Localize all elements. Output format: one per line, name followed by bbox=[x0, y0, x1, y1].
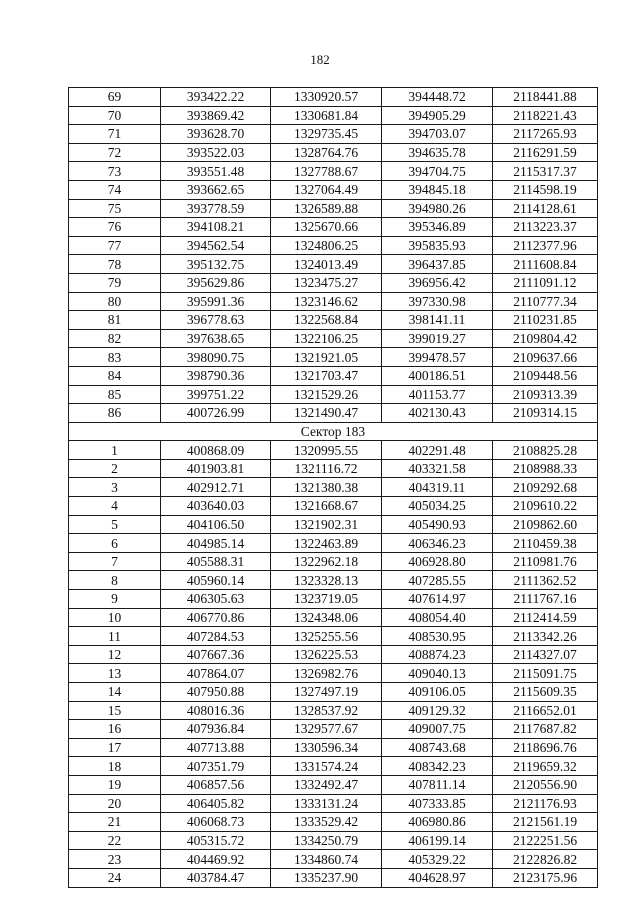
y2-cell: 2118441.88 bbox=[493, 88, 598, 107]
point-number-cell: 79 bbox=[69, 273, 161, 292]
table-row bbox=[69, 478, 598, 497]
x1-cell: 400726.99 bbox=[161, 404, 271, 423]
y1-cell: 1323475.27 bbox=[271, 273, 382, 292]
y1-cell: 1327497.19 bbox=[271, 683, 382, 702]
x2-cell: 407285.55 bbox=[382, 571, 493, 590]
x1-cell: 407351.79 bbox=[161, 757, 271, 776]
y1-cell: 1333529.42 bbox=[271, 813, 382, 832]
point-number-cell: 72 bbox=[69, 143, 161, 162]
x1-cell: 406857.56 bbox=[161, 775, 271, 794]
y1-cell: 1326225.53 bbox=[271, 645, 382, 664]
y1-cell: 1323146.62 bbox=[271, 292, 382, 311]
x2-cell: 399019.27 bbox=[382, 329, 493, 348]
x1-cell: 404985.14 bbox=[161, 534, 271, 553]
x2-cell: 403321.58 bbox=[382, 459, 493, 478]
x1-cell: 407864.07 bbox=[161, 664, 271, 683]
y1-cell: 1322106.25 bbox=[271, 329, 382, 348]
y1-cell: 1332492.47 bbox=[271, 775, 382, 794]
y2-cell: 2109292.68 bbox=[493, 478, 598, 497]
y1-cell: 1328537.92 bbox=[271, 701, 382, 720]
x1-cell: 394108.21 bbox=[161, 218, 271, 237]
y2-cell: 2110777.34 bbox=[493, 292, 598, 311]
table-row bbox=[69, 813, 598, 832]
point-number-cell: 11 bbox=[69, 627, 161, 646]
y2-cell: 2122826.82 bbox=[493, 850, 598, 869]
point-number-cell: 13 bbox=[69, 664, 161, 683]
x2-cell: 394905.29 bbox=[382, 106, 493, 125]
point-number-cell: 1 bbox=[69, 441, 161, 460]
x2-cell: 409129.32 bbox=[382, 701, 493, 720]
point-number-cell: 4 bbox=[69, 497, 161, 516]
x2-cell: 394635.78 bbox=[382, 143, 493, 162]
x2-cell: 407614.97 bbox=[382, 590, 493, 609]
y1-cell: 1321668.67 bbox=[271, 497, 382, 516]
y2-cell: 2109314.15 bbox=[493, 404, 598, 423]
y2-cell: 2116291.59 bbox=[493, 143, 598, 162]
x2-cell: 404628.97 bbox=[382, 868, 493, 887]
x2-cell: 394703.07 bbox=[382, 125, 493, 144]
table-row bbox=[69, 273, 598, 292]
y2-cell: 2111362.52 bbox=[493, 571, 598, 590]
x1-cell: 397638.65 bbox=[161, 329, 271, 348]
y2-cell: 2118696.76 bbox=[493, 738, 598, 757]
y2-cell: 2110231.85 bbox=[493, 311, 598, 330]
x1-cell: 406770.86 bbox=[161, 608, 271, 627]
table-row bbox=[69, 831, 598, 850]
y1-cell: 1334250.79 bbox=[271, 831, 382, 850]
x2-cell: 394980.26 bbox=[382, 199, 493, 218]
table-row bbox=[69, 88, 598, 107]
table-row bbox=[69, 441, 598, 460]
point-number-cell: 73 bbox=[69, 162, 161, 181]
point-number-cell: 74 bbox=[69, 180, 161, 199]
y2-cell: 2120556.90 bbox=[493, 775, 598, 794]
point-number-cell: 71 bbox=[69, 125, 161, 144]
x1-cell: 405315.72 bbox=[161, 831, 271, 850]
table-row bbox=[69, 627, 598, 646]
y1-cell: 1324013.49 bbox=[271, 255, 382, 274]
y2-cell: 2108988.33 bbox=[493, 459, 598, 478]
x1-cell: 404469.92 bbox=[161, 850, 271, 869]
table-row bbox=[69, 180, 598, 199]
y1-cell: 1327788.67 bbox=[271, 162, 382, 181]
x1-cell: 395991.36 bbox=[161, 292, 271, 311]
y2-cell: 2114128.61 bbox=[493, 199, 598, 218]
table-row bbox=[69, 497, 598, 516]
x2-cell: 408530.95 bbox=[382, 627, 493, 646]
table-row bbox=[69, 645, 598, 664]
point-number-cell: 15 bbox=[69, 701, 161, 720]
point-number-cell: 81 bbox=[69, 311, 161, 330]
x2-cell: 406980.86 bbox=[382, 813, 493, 832]
table-row bbox=[69, 720, 598, 739]
x1-cell: 393869.42 bbox=[161, 106, 271, 125]
y2-cell: 2109610.22 bbox=[493, 497, 598, 516]
y2-cell: 2115609.35 bbox=[493, 683, 598, 702]
table-row bbox=[69, 311, 598, 330]
y1-cell: 1321703.47 bbox=[271, 366, 382, 385]
x1-cell: 393628.70 bbox=[161, 125, 271, 144]
point-number-cell: 78 bbox=[69, 255, 161, 274]
point-number-cell: 76 bbox=[69, 218, 161, 237]
point-number-cell: 8 bbox=[69, 571, 161, 590]
x2-cell: 408743.68 bbox=[382, 738, 493, 757]
y2-cell: 2115317.37 bbox=[493, 162, 598, 181]
point-number-cell: 85 bbox=[69, 385, 161, 404]
y1-cell: 1320995.55 bbox=[271, 441, 382, 460]
y2-cell: 2118221.43 bbox=[493, 106, 598, 125]
table-row bbox=[69, 366, 598, 385]
y1-cell: 1321116.72 bbox=[271, 459, 382, 478]
table-row bbox=[69, 329, 598, 348]
y2-cell: 2116652.01 bbox=[493, 701, 598, 720]
point-number-cell: 17 bbox=[69, 738, 161, 757]
y2-cell: 2108825.28 bbox=[493, 441, 598, 460]
y1-cell: 1329735.45 bbox=[271, 125, 382, 144]
x1-cell: 394562.54 bbox=[161, 236, 271, 255]
table-row bbox=[69, 218, 598, 237]
y1-cell: 1323328.13 bbox=[271, 571, 382, 590]
point-number-cell: 70 bbox=[69, 106, 161, 125]
point-number-cell: 69 bbox=[69, 88, 161, 107]
x1-cell: 403640.03 bbox=[161, 497, 271, 516]
table-row bbox=[69, 292, 598, 311]
y1-cell: 1329577.67 bbox=[271, 720, 382, 739]
table-row bbox=[69, 143, 598, 162]
x1-cell: 404106.50 bbox=[161, 515, 271, 534]
x2-cell: 406928.80 bbox=[382, 552, 493, 571]
x1-cell: 402912.71 bbox=[161, 478, 271, 497]
y1-cell: 1330681.84 bbox=[271, 106, 382, 125]
x2-cell: 407333.85 bbox=[382, 794, 493, 813]
x1-cell: 396778.63 bbox=[161, 311, 271, 330]
y1-cell: 1321921.05 bbox=[271, 348, 382, 367]
table-row bbox=[69, 552, 598, 571]
x1-cell: 393662.65 bbox=[161, 180, 271, 199]
x2-cell: 396956.42 bbox=[382, 273, 493, 292]
table-row bbox=[69, 404, 598, 423]
x2-cell: 399478.57 bbox=[382, 348, 493, 367]
x2-cell: 400186.51 bbox=[382, 366, 493, 385]
y1-cell: 1322463.89 bbox=[271, 534, 382, 553]
x2-cell: 404319.11 bbox=[382, 478, 493, 497]
point-number-cell: 7 bbox=[69, 552, 161, 571]
y2-cell: 2113223.37 bbox=[493, 218, 598, 237]
table-row bbox=[69, 701, 598, 720]
x2-cell: 394704.75 bbox=[382, 162, 493, 181]
coordinates-table-body bbox=[69, 88, 598, 888]
x2-cell: 405034.25 bbox=[382, 497, 493, 516]
point-number-cell: 84 bbox=[69, 366, 161, 385]
point-number-cell: 14 bbox=[69, 683, 161, 702]
x1-cell: 406305.63 bbox=[161, 590, 271, 609]
table-row bbox=[69, 794, 598, 813]
y1-cell: 1323719.05 bbox=[271, 590, 382, 609]
point-number-cell: 9 bbox=[69, 590, 161, 609]
table-row bbox=[69, 868, 598, 887]
x2-cell: 409040.13 bbox=[382, 664, 493, 683]
x1-cell: 407667.36 bbox=[161, 645, 271, 664]
y1-cell: 1331574.24 bbox=[271, 757, 382, 776]
point-number-cell: 77 bbox=[69, 236, 161, 255]
sector-heading: Сектор 183 bbox=[69, 422, 598, 441]
x2-cell: 396437.85 bbox=[382, 255, 493, 274]
table-row bbox=[69, 738, 598, 757]
table-row bbox=[69, 757, 598, 776]
table-row bbox=[69, 162, 598, 181]
y2-cell: 2111608.84 bbox=[493, 255, 598, 274]
y1-cell: 1321380.38 bbox=[271, 478, 382, 497]
table-row bbox=[69, 199, 598, 218]
point-number-cell: 3 bbox=[69, 478, 161, 497]
x2-cell: 394845.18 bbox=[382, 180, 493, 199]
y2-cell: 2111091.12 bbox=[493, 273, 598, 292]
x2-cell: 406346.23 bbox=[382, 534, 493, 553]
x1-cell: 393422.22 bbox=[161, 88, 271, 107]
y1-cell: 1324806.25 bbox=[271, 236, 382, 255]
y2-cell: 2119659.32 bbox=[493, 757, 598, 776]
x1-cell: 408016.36 bbox=[161, 701, 271, 720]
x1-cell: 407950.88 bbox=[161, 683, 271, 702]
y1-cell: 1326982.76 bbox=[271, 664, 382, 683]
y2-cell: 2121176.93 bbox=[493, 794, 598, 813]
y1-cell: 1322962.18 bbox=[271, 552, 382, 571]
table-row bbox=[69, 590, 598, 609]
x1-cell: 407284.53 bbox=[161, 627, 271, 646]
y1-cell: 1321529.26 bbox=[271, 385, 382, 404]
x2-cell: 405329.22 bbox=[382, 850, 493, 869]
table-row bbox=[69, 255, 598, 274]
y1-cell: 1321902.31 bbox=[271, 515, 382, 534]
x1-cell: 393778.59 bbox=[161, 199, 271, 218]
point-number-cell: 75 bbox=[69, 199, 161, 218]
point-number-cell: 86 bbox=[69, 404, 161, 423]
x2-cell: 402291.48 bbox=[382, 441, 493, 460]
table-row bbox=[69, 459, 598, 478]
point-number-cell: 2 bbox=[69, 459, 161, 478]
y1-cell: 1326589.88 bbox=[271, 199, 382, 218]
y1-cell: 1327064.49 bbox=[271, 180, 382, 199]
x1-cell: 393522.03 bbox=[161, 143, 271, 162]
y2-cell: 2117687.82 bbox=[493, 720, 598, 739]
x2-cell: 407811.14 bbox=[382, 775, 493, 794]
x2-cell: 397330.98 bbox=[382, 292, 493, 311]
point-number-cell: 24 bbox=[69, 868, 161, 887]
y2-cell: 2112414.59 bbox=[493, 608, 598, 627]
table-row bbox=[69, 608, 598, 627]
y1-cell: 1330596.34 bbox=[271, 738, 382, 757]
x1-cell: 407936.84 bbox=[161, 720, 271, 739]
point-number-cell: 16 bbox=[69, 720, 161, 739]
table-row bbox=[69, 236, 598, 255]
point-number-cell: 10 bbox=[69, 608, 161, 627]
table-row bbox=[69, 348, 598, 367]
x1-cell: 393551.48 bbox=[161, 162, 271, 181]
y1-cell: 1330920.57 bbox=[271, 88, 382, 107]
y1-cell: 1325255.56 bbox=[271, 627, 382, 646]
x2-cell: 409106.05 bbox=[382, 683, 493, 702]
x1-cell: 405588.31 bbox=[161, 552, 271, 571]
y2-cell: 2109637.66 bbox=[493, 348, 598, 367]
y1-cell: 1325670.66 bbox=[271, 218, 382, 237]
table-row bbox=[69, 106, 598, 125]
x1-cell: 401903.81 bbox=[161, 459, 271, 478]
table-row bbox=[69, 775, 598, 794]
coordinates-table bbox=[68, 87, 598, 888]
y2-cell: 2114598.19 bbox=[493, 180, 598, 199]
point-number-cell: 83 bbox=[69, 348, 161, 367]
x2-cell: 406199.14 bbox=[382, 831, 493, 850]
page-number: 182 bbox=[310, 52, 330, 67]
x1-cell: 395132.75 bbox=[161, 255, 271, 274]
point-number-cell: 23 bbox=[69, 850, 161, 869]
point-number-cell: 6 bbox=[69, 534, 161, 553]
y2-cell: 2114327.07 bbox=[493, 645, 598, 664]
x1-cell: 406068.73 bbox=[161, 813, 271, 832]
y1-cell: 1321490.47 bbox=[271, 404, 382, 423]
y2-cell: 2110459.38 bbox=[493, 534, 598, 553]
table-row bbox=[69, 683, 598, 702]
y2-cell: 2113342.26 bbox=[493, 627, 598, 646]
y2-cell: 2115091.75 bbox=[493, 664, 598, 683]
y2-cell: 2123175.96 bbox=[493, 868, 598, 887]
y1-cell: 1333131.24 bbox=[271, 794, 382, 813]
x1-cell: 399751.22 bbox=[161, 385, 271, 404]
point-number-cell: 19 bbox=[69, 775, 161, 794]
y1-cell: 1335237.90 bbox=[271, 868, 382, 887]
point-number-cell: 21 bbox=[69, 813, 161, 832]
x1-cell: 403784.47 bbox=[161, 868, 271, 887]
y2-cell: 2109313.39 bbox=[493, 385, 598, 404]
y2-cell: 2109448.56 bbox=[493, 366, 598, 385]
x2-cell: 394448.72 bbox=[382, 88, 493, 107]
y2-cell: 2112377.96 bbox=[493, 236, 598, 255]
table-row bbox=[69, 664, 598, 683]
x2-cell: 402130.43 bbox=[382, 404, 493, 423]
y1-cell: 1334860.74 bbox=[271, 850, 382, 869]
x2-cell: 408054.40 bbox=[382, 608, 493, 627]
point-number-cell: 12 bbox=[69, 645, 161, 664]
point-number-cell: 18 bbox=[69, 757, 161, 776]
x1-cell: 406405.82 bbox=[161, 794, 271, 813]
x2-cell: 409007.75 bbox=[382, 720, 493, 739]
sector-heading-row bbox=[69, 422, 598, 441]
x2-cell: 408874.23 bbox=[382, 645, 493, 664]
table-row bbox=[69, 850, 598, 869]
y2-cell: 2109862.60 bbox=[493, 515, 598, 534]
table-row bbox=[69, 515, 598, 534]
x1-cell: 405960.14 bbox=[161, 571, 271, 590]
y1-cell: 1324348.06 bbox=[271, 608, 382, 627]
table-row bbox=[69, 385, 598, 404]
x1-cell: 407713.88 bbox=[161, 738, 271, 757]
y2-cell: 2117265.93 bbox=[493, 125, 598, 144]
table-row bbox=[69, 534, 598, 553]
x2-cell: 398141.11 bbox=[382, 311, 493, 330]
y2-cell: 2121561.19 bbox=[493, 813, 598, 832]
x1-cell: 395629.86 bbox=[161, 273, 271, 292]
y2-cell: 2109804.42 bbox=[493, 329, 598, 348]
y2-cell: 2110981.76 bbox=[493, 552, 598, 571]
y1-cell: 1328764.76 bbox=[271, 143, 382, 162]
y2-cell: 2122251.56 bbox=[493, 831, 598, 850]
y1-cell: 1322568.84 bbox=[271, 311, 382, 330]
table-row bbox=[69, 125, 598, 144]
x2-cell: 405490.93 bbox=[382, 515, 493, 534]
x2-cell: 395835.93 bbox=[382, 236, 493, 255]
point-number-cell: 82 bbox=[69, 329, 161, 348]
point-number-cell: 80 bbox=[69, 292, 161, 311]
point-number-cell: 22 bbox=[69, 831, 161, 850]
x1-cell: 398090.75 bbox=[161, 348, 271, 367]
x2-cell: 395346.89 bbox=[382, 218, 493, 237]
point-number-cell: 20 bbox=[69, 794, 161, 813]
x1-cell: 398790.36 bbox=[161, 366, 271, 385]
x1-cell: 400868.09 bbox=[161, 441, 271, 460]
x2-cell: 401153.77 bbox=[382, 385, 493, 404]
y2-cell: 2111767.16 bbox=[493, 590, 598, 609]
table-row bbox=[69, 571, 598, 590]
x2-cell: 408342.23 bbox=[382, 757, 493, 776]
point-number-cell: 5 bbox=[69, 515, 161, 534]
